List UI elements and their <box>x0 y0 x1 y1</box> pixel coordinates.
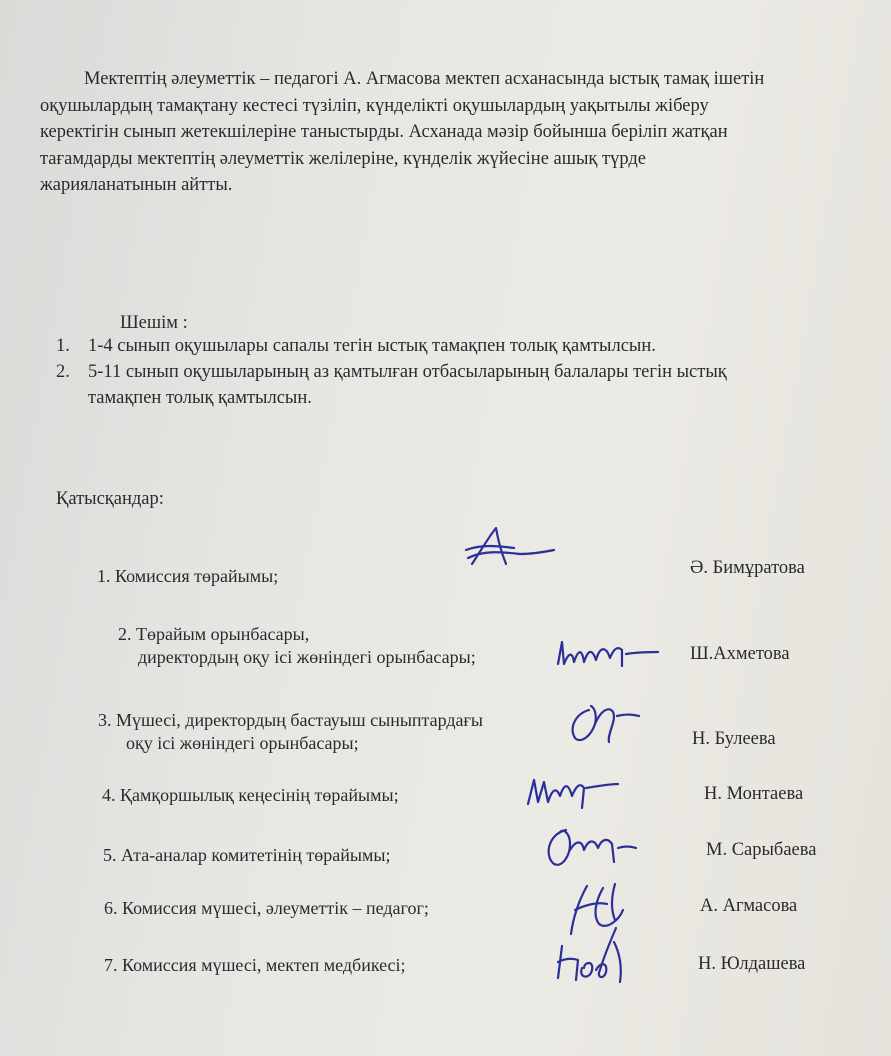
participant-role <box>97 565 278 588</box>
decision-list <box>56 333 856 411</box>
paragraph-line: керектігін сынып жетекшілеріне таныстырды. Асханада мәзір бойынша беріліп жатқан <box>40 122 728 142</box>
decision-item <box>56 359 856 411</box>
decision-title: Шешім : <box>120 313 188 333</box>
participant-role <box>104 897 429 920</box>
participant-role-line: 5. Ата-аналар комитетінің төрайымы; <box>103 845 391 865</box>
participant-role-line: директордың оқу ісі жөніндегі орынбасары; <box>138 647 476 667</box>
paragraph-line: Мектептің әлеуметтік – педагогі А. Агмасова мектеп асханасында ыстық тамақ ішетін <box>84 69 765 89</box>
participant-name: Н. Юлдашева <box>698 954 806 974</box>
participant-role-line: 1. Комиссия төрайымы; <box>97 566 279 586</box>
paragraph-line: жарияланатынын айтты. <box>40 175 233 195</box>
participant-role <box>102 784 399 807</box>
signature-5 <box>540 822 640 872</box>
participant-name: Н. Монтаева <box>704 784 804 804</box>
decision-item <box>56 333 856 359</box>
decision-item-text: 5-11 сынып оқушыларының аз қамтылған отбасыларының балалары тегін ыстық <box>88 362 727 382</box>
participant-role <box>104 954 406 977</box>
participant-role-line: 7. Комиссия мүшесі, мектеп медбикесі; <box>104 955 406 975</box>
signature-4 <box>522 772 622 812</box>
participant-role-line: оқу ісі жөніндегі орынбасары; <box>126 733 359 753</box>
signature-1 <box>462 524 557 570</box>
participant-role-line: 3. Мүшесі, директордың бастауыш сыныптардағы <box>98 710 484 730</box>
decision-item-text: тамақпен толық қамтылсын. <box>88 388 312 408</box>
participant-role-line: 4. Қамқоршылық кеңесінің төрайымы; <box>102 785 399 805</box>
participants-heading: Қатысқандар: <box>56 489 164 509</box>
participant-name: Ә. Бимұратова <box>690 558 805 578</box>
signature-3 <box>565 700 645 748</box>
participant-role <box>118 623 476 669</box>
participant-role <box>98 709 483 755</box>
participant-name: Ш.Ахметова <box>690 644 790 664</box>
signature-7 <box>548 922 633 988</box>
intro-paragraph <box>40 66 870 199</box>
participant-role <box>103 844 390 867</box>
decision-item-number: 1. <box>56 336 70 356</box>
paragraph-line: тағамдарды мектептің әлеуметтік желілеріне, күнделік жүйесіне ашық түрде <box>40 148 646 169</box>
participant-name: А. Агмасова <box>700 896 798 916</box>
signature-2 <box>552 636 662 672</box>
decision-item-number: 2. <box>56 362 70 382</box>
paragraph-line: оқушылардың тамақтану кестесі түзіліп, күнделікті оқушылардың уақытылы жіберу <box>40 95 709 116</box>
decision-item-text: 1-4 сынып оқушылары сапалы тегін ыстық тамақпен толық қамтылсын. <box>88 336 656 356</box>
participant-role-line: 2. Төрайым орынбасары, <box>118 624 310 644</box>
participant-name: М. Сарыбаева <box>706 840 817 860</box>
participant-role-line: 6. Комиссия мүшесі, әлеуметтік – педагог; <box>104 898 429 918</box>
participant-name: Н. Булеева <box>692 729 776 749</box>
